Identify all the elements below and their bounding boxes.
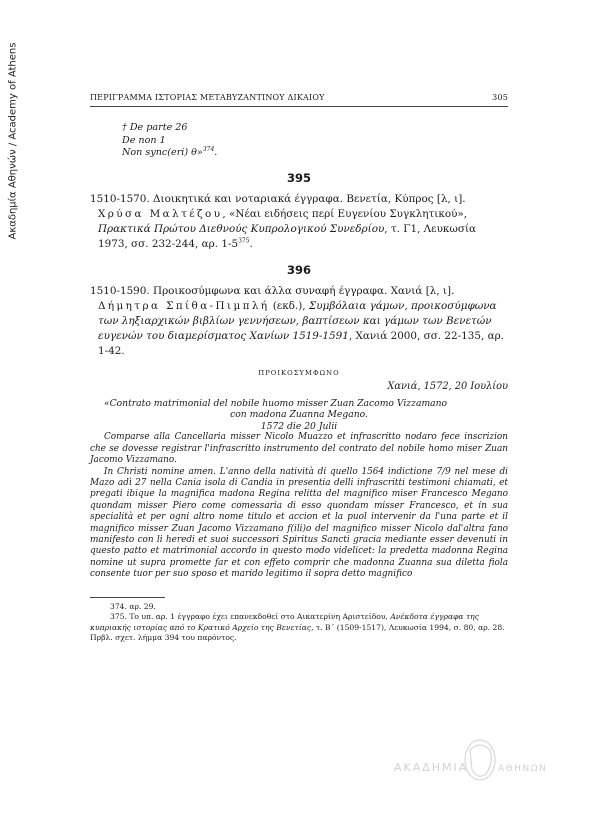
entry-395-head: 1510-1570. Διοικητικά και νοταριακά έγγραφα. Βενετία, Κύπρος [λ, ι]. <box>90 192 466 205</box>
contract-title-line-2: con madona Zuanna Megano. <box>230 409 368 421</box>
verse-line-2: De non 1 <box>122 134 166 146</box>
entry-396-head: 1510-1590. Προικοσύμφωνα και άλλα συναφή έγγραφα. Χανιά [λ, ι]. <box>90 284 455 297</box>
footnote-375 <box>90 612 508 644</box>
entry-396-ed: (εκδ.), <box>269 299 309 312</box>
verse-block <box>90 122 508 160</box>
running-header-title: ΠΕΡΙΓΡΑΜΜΑ ΙΣΤΟΡΙΑΣ ΜΕΤΑΒΥΖΑΝΤΙΝΟΥ ΔΙΚΑΙΟΥ <box>90 93 325 102</box>
side-label <box>6 36 20 246</box>
verse-line-1: † De parte 26 <box>122 122 188 133</box>
verse-line-3 <box>122 147 508 160</box>
document-subhead: ΠΡΟΙΚΟΣΥΜΦΩΝΟ <box>258 368 340 377</box>
page-body <box>90 122 508 644</box>
entry-396 <box>90 284 508 359</box>
entry-395 <box>90 192 508 252</box>
place-date: Χανιά, 1572, 20 Ιουλίου <box>387 380 508 392</box>
footnote-ref-375: 375 <box>238 237 250 245</box>
footnote-375-c: , τ. Β΄ (1509-1517), Λευκωσία 1994, σ. 80, αρ. 28. Πρβλ. σχετ. λήμμα 394 του παρόντος. <box>90 622 505 643</box>
contract-title-line-3: 1572 die 20 Julii <box>260 420 338 432</box>
entry-395-end: . <box>249 237 253 250</box>
verse-line-3-end: . <box>214 147 218 158</box>
contract-paragraph-1: Comparse alla Cancellaria misser Nicolo Muazzo et infrascritto nodaro fece inscrizion che se dovesse registrar l'infrascritto instrumento del contrato del nobile homo miser Zuan Jacomo Vizzamano. <box>90 432 508 466</box>
side-label-text: Ακαδημία Αθηνών / Academy of Athens <box>7 42 19 240</box>
page-number: 305 <box>492 93 508 102</box>
entry-396-title: Συμβόλαια γάμων, προικοσύμφωνα των ληξιαρχικών βιβλίων γεννήσεων, βαπτίσεων και γάμων των Βενετών ευγενών του διαμερίσματος Χανίων 1519-1591 <box>98 299 497 342</box>
running-header <box>90 93 508 107</box>
watermark-text-1: ΑΚΑΔΗΜΙΑ <box>394 761 469 774</box>
entry-396-author: Δήμητρα Σπίθα-Πιμπλή <box>98 299 270 312</box>
footnote-374: 374. αρ. 29. <box>110 601 156 611</box>
entry-number-396: 396 <box>286 262 311 277</box>
entry-396-rest: , Χανιά 2000, σσ. 22-135, αρ. 1-42. <box>98 329 505 357</box>
entry-395-rest: , τ. Γ1, Λευκωσία 1973, σσ. 232-244, αρ. 1-5 <box>98 222 477 250</box>
footnote-375-title: Ανέκδοτα έγγραφα της κυπριακής ιστορίας από το Κρατικό Αρχείο της Βενετίας <box>90 612 479 632</box>
footnote-rule <box>90 597 165 598</box>
contract-paragraph-2: In Christi nomine amen. L'anno della natività di quello 1564 indictione 7/9 nel mese di Mazo adì 27 nella Cania isola di Candia in presentia delli infrascritti testimoni chiamati, et pregati ibique la magnifica madona Regina relitta del magnifico miser Francesco Megano quondam misser Piero come comessaria di esso quondam misser Francesco, et in sua specialità et per ogni altro nome titulo et accion et la puol intervenir da l'una parte et il magnifico misser Zuan Jacomo Vizzamano f(ili)o del magnifico misser Nicolo dal'altra fano manifesto con li heredi et suoi successori Spiritus Sancti gracia mediante esser devenuti in questo patto et matrimonial accordo in questo modo videlicet: la predetta madonna Regina nomine ut supra promette far et con effeto comprir che madonna Zuanna sua diletta fiola consente tuor per suo sposo et marido legitimo il sopra detto magnifico <box>90 466 508 580</box>
verse-line-3-text: Non sync(eri) θ» <box>122 147 203 158</box>
academy-watermark <box>390 738 560 788</box>
footnote-ref-374: 374 <box>202 145 215 153</box>
entry-395-title: , «Νέαι ειδήσεις περί Ευγενίου Συγκλητικού», <box>222 207 468 220</box>
entry-number-395: 395 <box>286 170 311 185</box>
entry-395-journal: Πρακτικά Πρώτου Διεθνούς Κυπρολογικού Συνεδρίου <box>98 222 385 235</box>
entry-395-author: Χρύσα Μαλτέζου <box>98 207 223 220</box>
contract-title <box>90 398 508 433</box>
academy-watermark-graphic <box>390 738 560 788</box>
contract-title-line-1: «Contrato matrimonial del nobile huomo misser Zuan Zacomo Vizzamano <box>104 397 448 409</box>
footnote-375-a: 375. Το υπ. αρ. 1 έγγραφο έχει επανεκδοθεί στο Αικατερίνη Αριστείδου, <box>110 612 391 622</box>
watermark-text-2: ΑΘΗΝΩΝ <box>498 764 548 774</box>
